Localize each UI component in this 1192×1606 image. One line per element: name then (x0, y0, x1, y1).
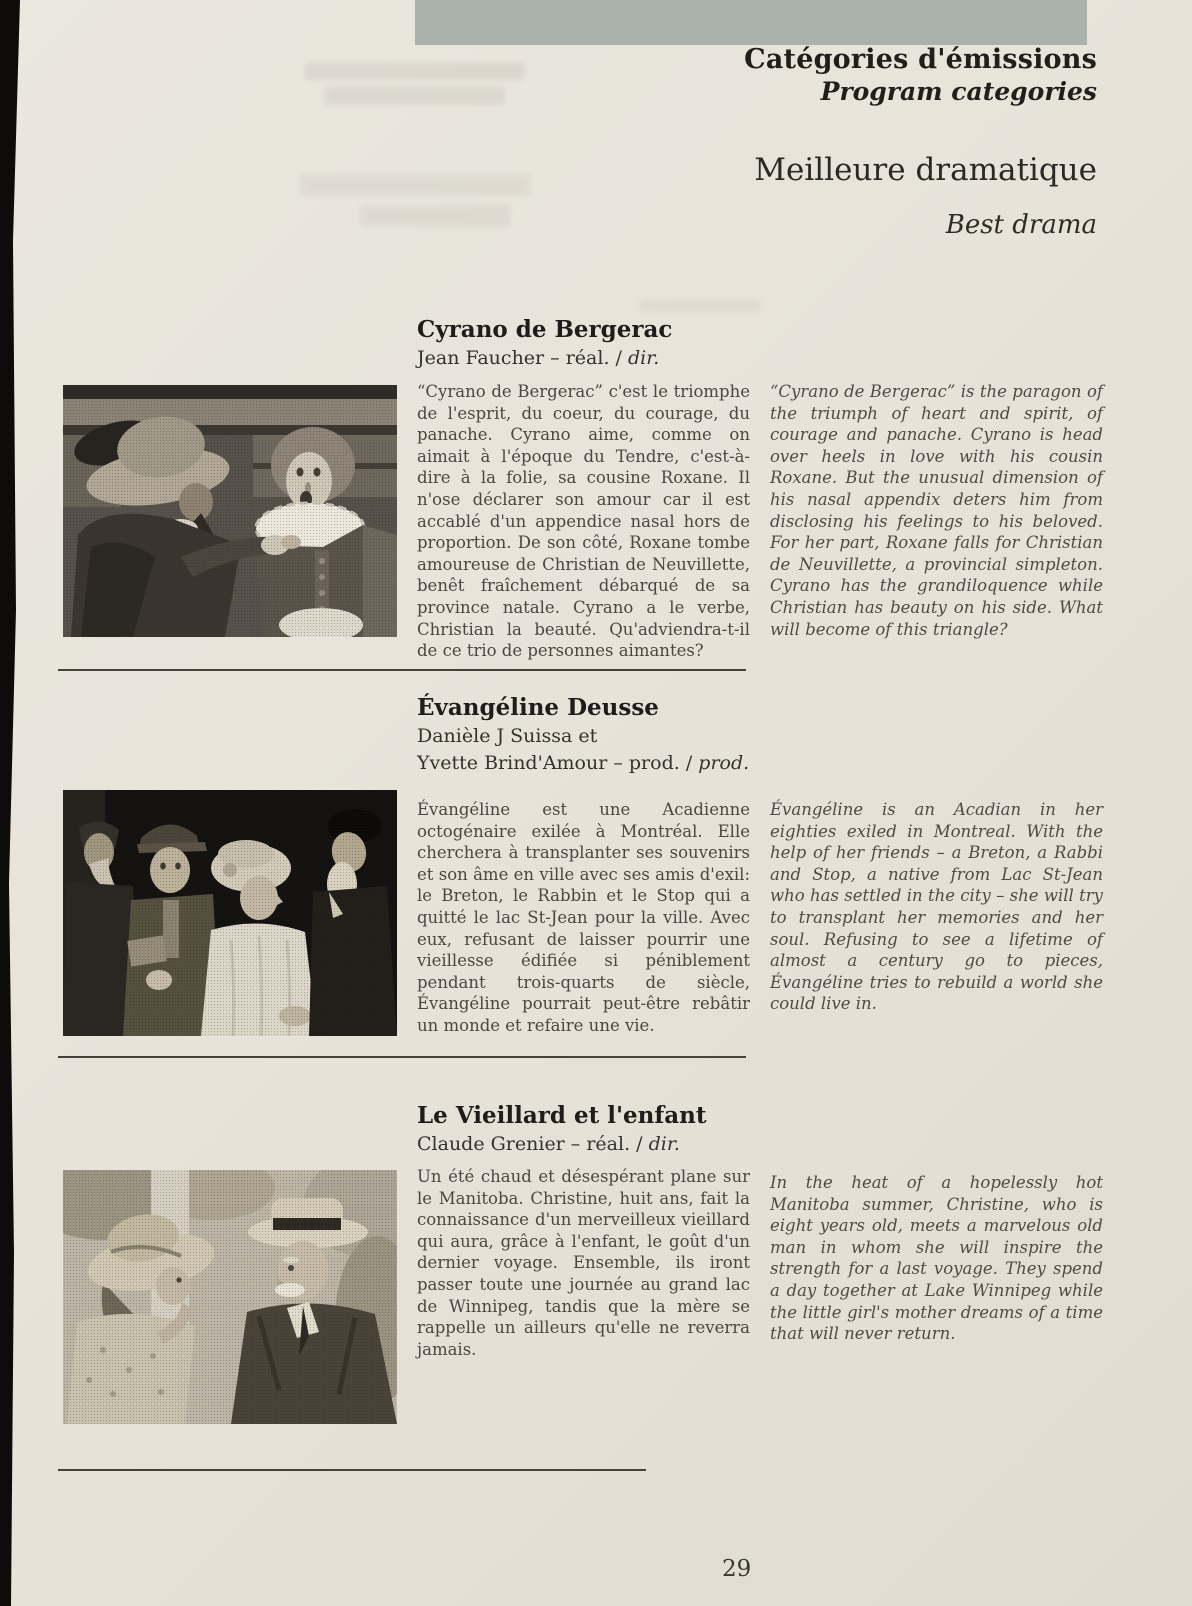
entry-title: Le Vieillard et l'enfant (417, 1102, 707, 1129)
entry-text-fr: Évangéline est une Acadienne octogénaire exilée à Montréal. Elle cherchera à transplanter ses souvenirs et son âme en ville avec ses amis d'exil: le Breton, le Rabbin et le Stop qui a quitté le lac St-Jean pour la ville. Avec eux, refusant de laisser pourrir une vieillesse édifiée si péniblement pendant trois-quarts de siècle, Évangéline pourrait peut-être rebâtir un monde et refaire une vie. (417, 800, 750, 1035)
photo-cyrano-illustration (63, 385, 397, 637)
entry-title: Cyrano de Bergerac (417, 316, 673, 343)
credit-role-en: dir. (627, 347, 660, 369)
entry-text-en: “Cyrano de Bergerac” is the paragon of the triumph of heart and spirit, of courage and panache. Cyrano is head over heels in love with his cousin Roxane. But the unusual dimension of his nasal appendix deters him from disclosing his feelings to his beloved. For her part, Roxane falls for Christian de Neuvillette, a provincial simpleton. Cyrano has the grandiloquence while Christian has beauty on his side. What will become of this triangle? (770, 382, 1103, 639)
entry-text-fr: Un été chaud et désespérant plane sur le Manitoba. Christine, huit ans, fait la connaissance d'un merveilleux vieillard qui aura, grâce à l'enfant, le goût d'un dernier voyage. Ensemble, ils iront passer toute une journée au grand lac de Winnipeg, tandis que la mère se rappelle un ailleurs qu'elle ne reverra jamais. (417, 1167, 750, 1359)
section-divider (58, 1056, 746, 1058)
scan-edge-strip (0, 0, 22, 1606)
photo-evangeline (63, 790, 397, 1036)
entry-text-en: Évangéline is an Acadian in her eighties exiled in Montreal. With the help of her friends – a Breton, a Rabbi and Stop, a native from Lac St-Jean who has settled in the city – she will try to transplant her memories and her soul. Refusing to see a lifetime of almost a century go to pieces, Évangéline tries to rebuild a world she could live in. (770, 800, 1103, 1014)
entry-evangeline-header (417, 694, 749, 775)
credit-name: Claude Grenier – réal. / (417, 1133, 643, 1155)
page-number: 29 (722, 1556, 752, 1582)
section-divider (58, 1469, 646, 1471)
photo-evangeline-illustration (63, 790, 397, 1036)
entry-credit-extra: Danièle J Suissa et (417, 725, 598, 747)
page-showthrough (640, 300, 770, 312)
photo-cyrano (63, 385, 397, 637)
credit-name: Jean Faucher – réal. / (417, 347, 622, 369)
page-showthrough (300, 165, 530, 236)
page-header (744, 44, 1097, 106)
entry-cyrano-header (417, 316, 672, 370)
category-title-fr: Catégories d'émissions (744, 44, 1097, 75)
page-showthrough (285, 55, 525, 112)
header-gray-bar (415, 0, 1087, 45)
photo-vieillard-illustration (63, 1170, 397, 1424)
entry-vieillard-header (417, 1102, 707, 1156)
award-title-fr: Meilleure dramatique (754, 152, 1097, 188)
entry-credit (417, 751, 749, 775)
entry-title: Évangéline Deusse (417, 694, 659, 721)
photo-vieillard (63, 1170, 397, 1424)
credit-name: Yvette Brind'Amour – prod. / (417, 752, 693, 774)
award-title-en: Best drama (945, 210, 1097, 240)
section-divider (58, 669, 746, 671)
entry-text-fr: “Cyrano de Bergerac” c'est le triomphe de l'esprit, du coeur, du courage, du panache. Cyrano aime, comme on aimait à l'époque du Tendre, c'est-à-dire à la folie, sa cousine Roxane. Il n'ose déclarer son amour car il est accablé d'un appendice nasal hors de proportion. De son côté, Roxane tombe amoureuse de Christian de Neuvillette, benêt fraîchement débarqué de sa province natale. Cyrano a le verbe, Christian la beauté. Qu'adviendra-t-il de ce trio de personnes aimantes? (417, 382, 750, 661)
entry-text-en: In the heat of a hopelessly hot Manitoba summer, Christine, who is eight years old, meets a marvelous old man in whom she will inspire the strength for a last voyage. They spend a day together at Lake Winnipeg while the little girl's mother dreams of a time that will never return. (770, 1173, 1103, 1344)
category-title-en: Program categories (820, 77, 1097, 106)
entry-credit (417, 346, 672, 370)
credit-role-en: prod. (698, 752, 750, 774)
entry-credit (417, 1132, 707, 1156)
credit-role-en: dir. (648, 1133, 680, 1155)
